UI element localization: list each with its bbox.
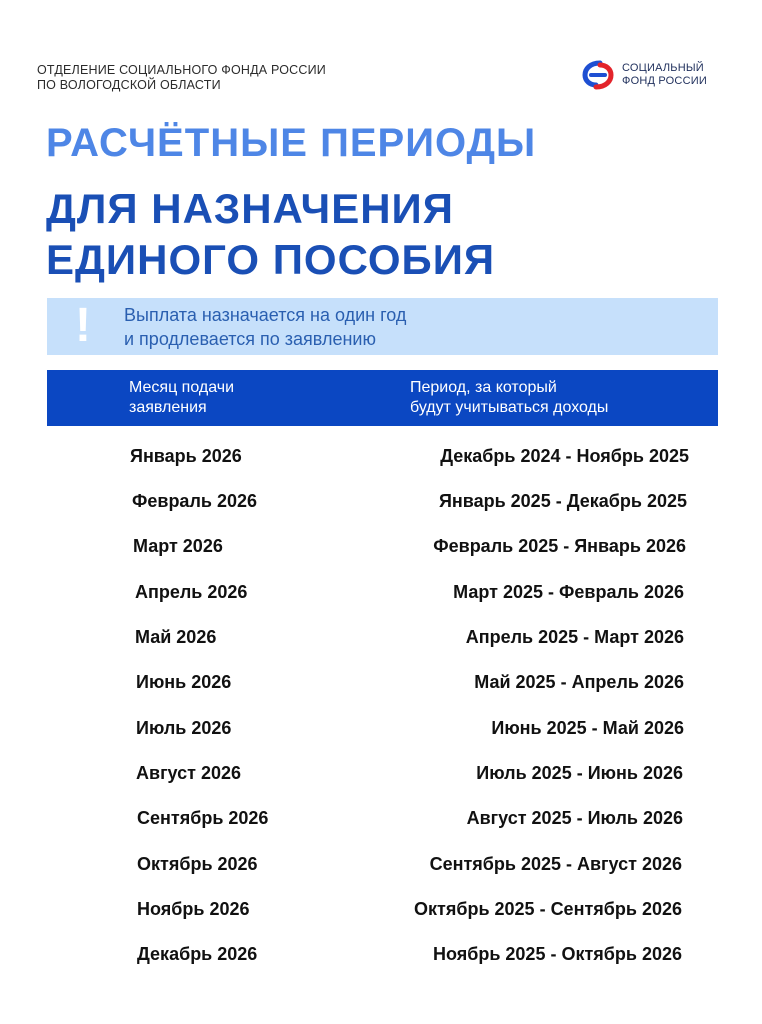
- column-header-month-line2: заявления: [129, 399, 207, 416]
- column-header-month: [129, 378, 234, 418]
- month-cell: Июль 2026: [136, 718, 232, 738]
- sfr-logo-icon: [580, 60, 616, 90]
- notice-line1: Выплата назначается на один год: [124, 305, 407, 325]
- period-cell: Январь 2025 - Декабрь 2025: [438, 491, 687, 511]
- period-cell: Апрель 2025 - Март 2026: [465, 627, 684, 647]
- period-cell: Июнь 2025 - Май 2026: [491, 718, 684, 738]
- period-cell: Сентябрь 2025 - Август 2026: [429, 854, 682, 874]
- org-name-line2: ПО ВОЛОГОДСКОЙ ОБЛАСТИ: [37, 78, 221, 92]
- month-cell: Март 2026: [133, 536, 223, 556]
- column-header-period-line2: будут учитываться доходы: [410, 399, 609, 416]
- table-row: [0, 479, 762, 524]
- table-row: [0, 796, 762, 841]
- column-header-month-line1: Месяц подачи: [129, 379, 235, 396]
- exclamation-icon: !: [75, 299, 91, 352]
- period-cell: Май 2025 - Апрель 2026: [474, 672, 684, 692]
- month-cell: Август 2026: [136, 763, 241, 783]
- month-cell: Ноябрь 2026: [137, 899, 250, 919]
- sfr-logo: [580, 60, 707, 90]
- notice-banner: [47, 298, 718, 355]
- column-header-period: [410, 378, 608, 418]
- column-header-period-line1: Период, за который: [410, 379, 557, 396]
- period-cell: Февраль 2025 - Январь 2026: [433, 536, 686, 556]
- period-cell: Октябрь 2025 - Сентябрь 2026: [414, 899, 682, 919]
- period-cell: Август 2025 - Июль 2026: [466, 808, 683, 828]
- org-name-line1: ОТДЕЛЕНИЕ СОЦИАЛЬНОГО ФОНДА РОССИИ: [37, 63, 326, 77]
- title-line1: РАСЧЁТНЫЕ ПЕРИОДЫ: [46, 121, 537, 165]
- title-main: [46, 183, 495, 285]
- period-cell: Март 2025 - Февраль 2026: [453, 582, 684, 602]
- logo-text-line2: ФОНД РОССИИ: [622, 75, 707, 87]
- table-row: [0, 751, 762, 796]
- notice-text: [124, 303, 406, 351]
- month-cell: Сентябрь 2026: [137, 808, 269, 828]
- month-cell: Февраль 2026: [132, 491, 257, 511]
- table-row: [0, 887, 762, 932]
- table-row: [0, 570, 762, 615]
- table-row: [0, 932, 762, 977]
- period-cell: Ноябрь 2025 - Октябрь 2026: [432, 944, 682, 964]
- period-cell: Декабрь 2024 - Ноябрь 2025: [440, 446, 689, 466]
- month-cell: Май 2026: [135, 627, 217, 647]
- table-row: [0, 615, 762, 660]
- org-name: [37, 63, 326, 93]
- table-row: [0, 706, 762, 751]
- month-cell: Декабрь 2026: [137, 944, 258, 964]
- table-row: [0, 660, 762, 705]
- table-row: [0, 842, 762, 887]
- month-cell: Июнь 2026: [136, 672, 232, 692]
- table-row: [0, 434, 762, 479]
- title-line2: ДЛЯ НАЗНАЧЕНИЯ: [46, 185, 454, 232]
- month-cell: Октябрь 2026: [137, 854, 258, 874]
- table-header: [47, 370, 718, 426]
- period-cell: Июль 2025 - Июнь 2026: [476, 763, 683, 783]
- month-cell: Апрель 2026: [135, 582, 248, 602]
- table-row: [0, 524, 762, 569]
- logo-text: [622, 62, 707, 88]
- month-cell: Январь 2026: [130, 446, 242, 466]
- title-line3: ЕДИНОГО ПОСОБИЯ: [46, 236, 496, 283]
- logo-text-line1: СОЦИАЛЬНЫЙ: [622, 62, 704, 74]
- notice-line2: и продлевается по заявлению: [124, 329, 376, 349]
